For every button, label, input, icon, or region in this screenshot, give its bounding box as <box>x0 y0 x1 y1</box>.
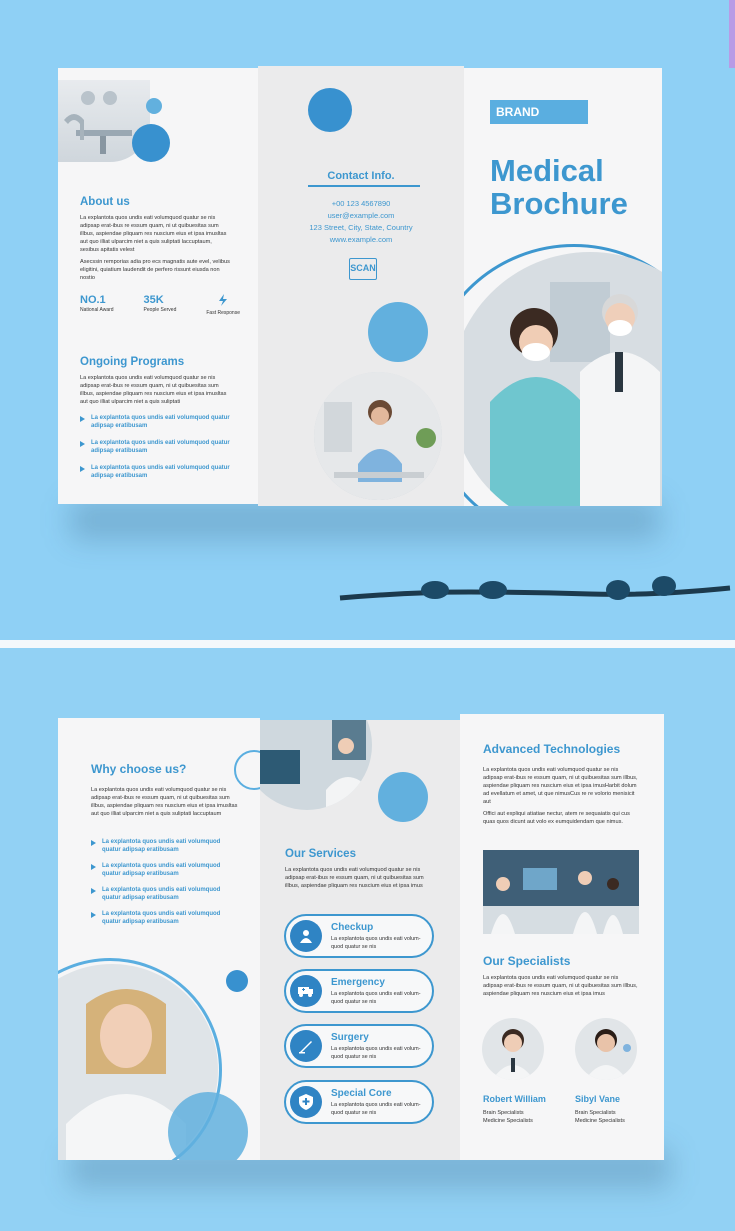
about-title: About us <box>80 196 130 208</box>
tech-paragraph-2: Offici aut expliqui atiatiae nectur, atem re sequaiatis qui cus quas quos dicunt aut volo ex eumquidendam que nimus. <box>483 811 630 825</box>
contact-email: user@example.com <box>327 211 395 220</box>
stat-value: NO.1 <box>80 294 106 306</box>
stat-label: People Served <box>143 307 177 313</box>
panel-tech <box>460 714 664 1160</box>
list-item: La explantota quos undis eati volumquod quatur adipsap eratibusam <box>91 910 231 926</box>
specialist-role: Medicine Specialists <box>483 1118 533 1124</box>
contact-web: www.example.com <box>329 235 393 244</box>
panel-cover <box>464 68 662 506</box>
list-item: La explantota quos undis eati volumquod quatur adipsap eratibusam <box>91 886 231 902</box>
contact-phone: +00 123 4567890 <box>331 199 391 208</box>
panel-why <box>58 718 260 1160</box>
list-item: La explantota quos undis eati volumquod quatur adipsap eratibusam <box>80 439 230 455</box>
specialists-paragraph: La explantota quos undis eati volumquod quatur se nis adipsap erat-ibus re essum quam, ni ut quibuesitas sum illbus, aspiendae pliquam res nuscium eius et ipsa imus <box>483 975 638 997</box>
bullet-triangle-icon <box>91 864 96 870</box>
ambulance-icon <box>290 975 322 1007</box>
service-text: La explantota quos undis eati volum-quod quatur se nis <box>331 1046 421 1060</box>
nurse-desk-photo <box>314 372 442 500</box>
stat-response <box>206 294 240 316</box>
stat-people <box>144 294 177 316</box>
specialist-avatar <box>575 1018 637 1080</box>
service-text: La explantota quos undis eati volum-quod quatur se nis <box>331 936 421 950</box>
doctor-icon <box>290 920 322 952</box>
service-card-emergency <box>284 969 434 1013</box>
why-paragraph: La explantota quos undis eati volumquod quatur se nis adipsap erat-ibus re essum quam, ni ut quibuesitas sum illbus, aspiendae pliquam res nuscium eius et ipsa imusltas aut quo illiat ulparcim niet a quis suliptati laccuptaum <box>91 787 238 817</box>
scalpel-icon <box>290 1030 322 1062</box>
bullet-triangle-icon <box>80 441 85 447</box>
specialist-roles <box>575 1109 625 1125</box>
contact-underline <box>308 185 420 187</box>
service-title: Surgery <box>331 1032 369 1043</box>
programs-paragraph: La explantota quos undis eati volumquod quatur se nis adipsap erat-ibus re essum quam, ni ut quibuesitas sum illbus, aspiendae pliquam res nuscium eius et ipsa imusltas aut quo illiat ulparcim niet a quis suliptati <box>80 375 227 405</box>
cover-title <box>490 154 628 220</box>
programs-title: Ongoing Programs <box>80 356 185 368</box>
tech-paragraph: La explantota quos undis eati volumquod quatur se nis adipsap erat-ibus re essum quam, ni ut quibuesitas sum illbus, aspiendae pliquam res nuscium eius et ipsa imusHarbit dolum ad evellatum et amet, ut que nimusCus re re volorio menisicit aut <box>483 767 638 805</box>
decor-dot <box>308 88 352 132</box>
about-paragraph: La explantota quos undis eati volumquod quatur se nis adipsap erat-ibus re essum quam, ni ut quibuesitas sum illbus, aspiendae pliquam res nuscium eius et ipsa imusltas aut quo illiat ulparcim niet a quis suliptati laccuptaum, sesibus apitatis velest <box>80 215 227 253</box>
bullet-triangle-icon <box>80 466 85 472</box>
decor-dot <box>226 970 248 992</box>
decor-dot <box>378 772 428 822</box>
panel-contact <box>258 66 464 506</box>
brochure-inside-scene <box>0 648 735 1231</box>
service-text: La explantota quos undis eati volum-quod quatur se nis <box>331 991 421 1005</box>
service-card-surgery <box>284 1024 434 1068</box>
specialist-role: Brain Specialists <box>575 1110 616 1116</box>
stats-row <box>80 294 240 316</box>
shield-icon <box>290 1086 322 1118</box>
service-title: Special Core <box>331 1088 392 1099</box>
why-title: Why choose us? <box>91 762 187 776</box>
section-divider <box>0 640 735 648</box>
decor-dot <box>146 98 162 114</box>
scan-code-icon: SCAN <box>349 258 377 280</box>
specialist-name: Sibyl Vane <box>575 1094 621 1104</box>
lab-photo <box>483 850 639 934</box>
service-card-checkup <box>284 914 434 958</box>
specialist-role: Medicine Specialists <box>575 1118 625 1124</box>
list-item: La explantota quos undis eati volumquod quatur adipsap eratibusam <box>80 464 230 480</box>
service-title: Checkup <box>331 922 374 933</box>
bullet-triangle-icon <box>91 912 96 918</box>
specialist-name: Robert William <box>483 1094 546 1104</box>
services-paragraph: La explantota quos undis eati volumquod quatur se nis adipsap erat-ibus re essum quam, ni ut quibuesitas sum illbus, aspiendae pliquam res nuscium eius et ipsa imus <box>285 867 424 889</box>
decor-dot <box>368 302 428 362</box>
stat-label: Fast Response <box>206 310 240 316</box>
list-item: La explantota quos undis eati volumquod quatur adipsap eratibusam <box>91 838 231 854</box>
cover-title-line: Medical <box>490 153 604 188</box>
brand-label: BRAND <box>490 100 588 124</box>
stat-label: National Award <box>80 307 114 313</box>
contact-details <box>258 198 464 246</box>
service-card-special-core <box>284 1080 434 1124</box>
lightning-icon <box>206 294 240 309</box>
specialists-title: Our Specialists <box>483 954 571 968</box>
list-item: La explantota quos undis eati volumquod quatur adipsap eratibusam <box>80 414 230 430</box>
contact-address: 123 Street, City, State, Country <box>309 223 413 232</box>
service-text: La explantota quos undis eati volum-quod quatur se nis <box>331 1102 421 1116</box>
bullet-triangle-icon <box>91 840 96 846</box>
corner-mark <box>729 0 735 68</box>
brochure-shadow <box>70 500 660 540</box>
doctor-screens-photo <box>260 720 372 810</box>
panel-about <box>58 68 258 504</box>
decor-cable <box>330 562 735 618</box>
bullet-triangle-icon <box>91 888 96 894</box>
stat-award <box>80 294 114 316</box>
about-paragraph-2: Asecssin remporias adia pro ecs magnatis aute evel, velibus eligitini, quiatium laudendit de perfero rissunt eiusda non nostio <box>80 259 230 281</box>
specialist-roles <box>483 1109 533 1125</box>
tech-title: Advanced Technologies <box>483 742 621 756</box>
why-list <box>91 838 231 932</box>
decor-dot <box>132 124 170 162</box>
bullet-triangle-icon <box>80 416 85 422</box>
service-title: Emergency <box>331 977 385 988</box>
cover-title-line: Brochure <box>490 186 628 221</box>
list-item: La explantota quos undis eati volumquod quatur adipsap eratibusam <box>91 862 231 878</box>
specialist-avatar <box>482 1018 544 1080</box>
services-title: Our Services <box>285 848 356 860</box>
decor-dot <box>168 1092 248 1160</box>
stat-value: 35K <box>143 294 164 306</box>
programs-list <box>80 414 230 486</box>
doctors-photo <box>464 252 662 506</box>
contact-title: Contact Info. <box>327 170 395 182</box>
decor-ring <box>234 750 260 790</box>
specialist-role: Brain Specialists <box>483 1110 524 1116</box>
